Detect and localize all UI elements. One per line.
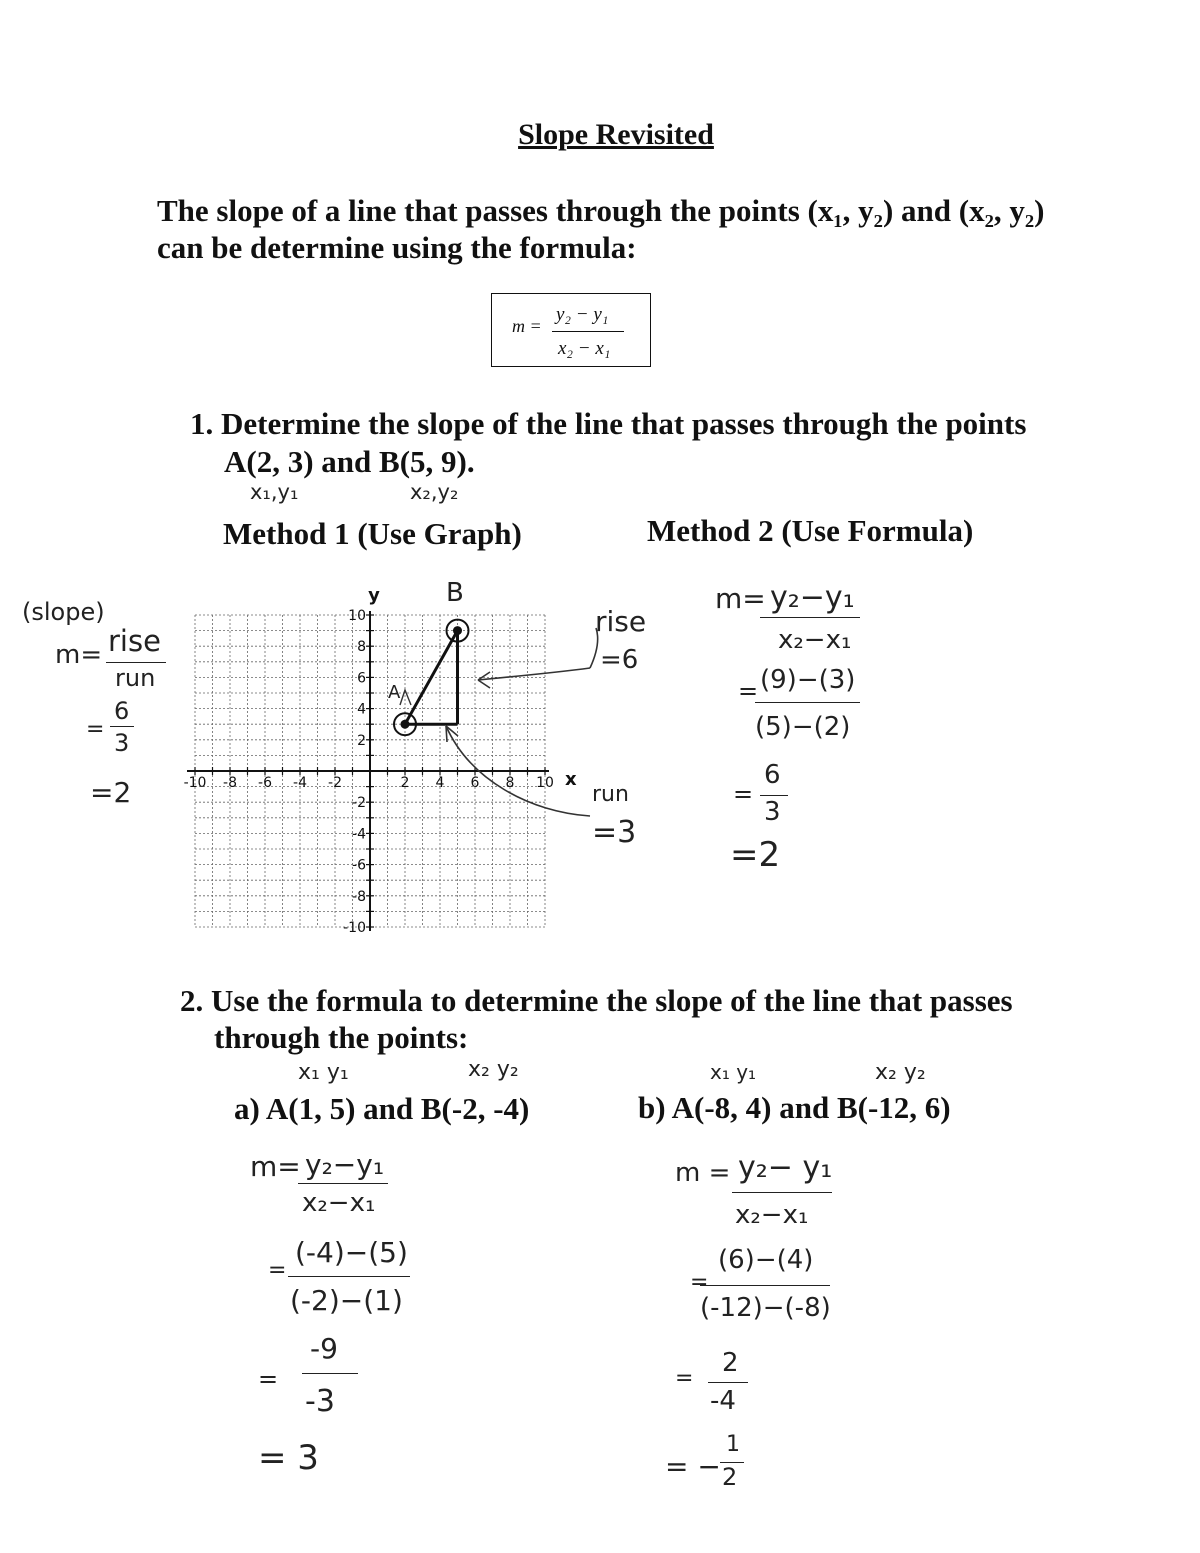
wb-m-eq: m = <box>675 1158 731 1188</box>
q2b-annot-x1y1: x₁ y₁ <box>710 1060 757 1084</box>
m2-frac-den: 3 <box>764 797 781 827</box>
y-tick-label: -8 <box>352 888 366 905</box>
wb-sub-den: (-12)−(-8) <box>700 1293 831 1323</box>
y-tick-label: 10 <box>348 608 366 624</box>
wa-sub-den: (-2)−(1) <box>290 1284 403 1317</box>
wa-frac-bar <box>302 1373 358 1374</box>
wb-sub-num: (6)−(4) <box>718 1245 814 1275</box>
m2-result: =2 <box>730 835 781 875</box>
wb-formula-bar <box>732 1192 832 1193</box>
wb-sub-bar <box>700 1285 830 1286</box>
q2b-annot-x2y2: x₂ y₂ <box>875 1060 926 1085</box>
m2-eq1: = <box>738 677 759 705</box>
y-tick-label: 6 <box>357 670 366 687</box>
intro-line-1: The slope of a line that passes through the points (x₁, y₂) and (x₂, y₂) <box>157 193 1045 228</box>
m2-den: x₂−x₁ <box>778 625 852 655</box>
x-tick-label: -2 <box>328 775 342 791</box>
wb-num: y₂− y₁ <box>738 1150 833 1185</box>
y-tick-label: -6 <box>352 857 366 874</box>
left-m-eq: m= <box>55 640 103 670</box>
m2-m-eq: m= <box>715 582 766 615</box>
wb-result-prefix: = − <box>665 1450 721 1483</box>
x-axis-label: x <box>565 769 577 790</box>
q2a-annot-x2y2: x₂ y₂ <box>468 1057 519 1082</box>
formula-fraction-bar <box>552 331 624 332</box>
left-rise: rise <box>108 624 161 658</box>
m2-sub-den: (5)−(2) <box>755 712 851 742</box>
point-b-annotation: B <box>446 578 464 608</box>
wb-result-den: 2 <box>722 1463 738 1491</box>
wa-formula-bar <box>298 1183 388 1184</box>
formula-numerator: y₂ − y₁ <box>556 304 609 325</box>
wb-eq2: = <box>675 1366 694 1391</box>
wb-eq1: = <box>690 1270 709 1295</box>
point-a-annotation: A <box>388 682 401 703</box>
q1-line-1: 1. Determine the slope of the line that passes through the points <box>190 406 1027 441</box>
m2-sub-bar <box>755 702 860 703</box>
q2a-label: a) A(1, 5) and B(-2, -4) <box>234 1091 530 1126</box>
x-tick-label: -10 <box>183 775 207 791</box>
y-axis-label: y <box>368 585 380 606</box>
point-a-mark <box>400 690 411 705</box>
m2-frac-bar <box>760 795 788 796</box>
slope-formula-box <box>491 293 651 367</box>
wa-num: y₂−y₁ <box>305 1148 385 1181</box>
left-frac-num: 6 <box>114 697 130 725</box>
wa-eq2: = <box>258 1365 279 1393</box>
wa-eq1: = <box>268 1258 287 1283</box>
q2-line-1: 2. Use the formula to determine the slope of the line that passes <box>180 983 1013 1018</box>
q1-annot-x2y2: x₂,y₂ <box>410 480 459 504</box>
y-tick-label: -4 <box>352 826 366 843</box>
m2-frac-num: 6 <box>764 760 781 790</box>
wa-m-eq: m= <box>250 1150 301 1183</box>
wb-frac-num: 2 <box>722 1348 739 1378</box>
left-frac-bar <box>110 726 134 727</box>
wa-frac-num: -9 <box>310 1332 338 1365</box>
rise-value: =6 <box>600 645 639 675</box>
left-eq1: = <box>86 717 105 742</box>
formula-denominator: x₂ − x₁ <box>558 338 611 359</box>
m2-sub-num: (9)−(3) <box>760 665 856 695</box>
wb-frac-bar <box>708 1382 748 1383</box>
m2-formula-bar <box>760 617 860 618</box>
coordinate-plane-graph <box>150 570 610 950</box>
formula-m: m = <box>512 316 542 336</box>
wa-sub-bar <box>288 1276 410 1277</box>
wa-result: = 3 <box>258 1438 319 1478</box>
x-tick-label: 8 <box>505 775 515 791</box>
run-annotation: run <box>592 782 629 807</box>
q2b-label: b) A(-8, 4) and B(-12, 6) <box>638 1090 951 1125</box>
q2a-annot-x1y1: x₁ y₁ <box>298 1060 349 1085</box>
x-tick-label: 6 <box>470 775 480 791</box>
left-result: =2 <box>90 776 132 809</box>
q2-line-2: through the points: <box>214 1020 469 1055</box>
q1-line-2: A(2, 3) and B(5, 9). <box>224 444 475 479</box>
wb-frac-den: -4 <box>710 1386 736 1416</box>
x-tick-label: -4 <box>293 775 307 791</box>
intro-line-2: can be determine using the formula: <box>157 230 637 265</box>
x-tick-label: -8 <box>223 775 237 791</box>
y-tick-label: 2 <box>357 732 366 749</box>
method1-label: Method 1 (Use Graph) <box>223 516 522 551</box>
y-tick-label: 8 <box>357 639 366 656</box>
left-frac-den: 3 <box>114 729 130 757</box>
x-tick-label: 10 <box>536 775 554 791</box>
page-title: Slope Revisited <box>518 118 714 151</box>
x-tick-label: -6 <box>258 775 272 791</box>
wb-den: x₂−x₁ <box>735 1200 809 1230</box>
m2-num: y₂−y₁ <box>770 580 855 615</box>
run-value: =3 <box>592 815 637 850</box>
wb-result-num: 1 <box>726 1432 740 1457</box>
left-run: run <box>115 664 156 692</box>
x-tick-label: 4 <box>435 775 445 791</box>
method2-label: Method 2 (Use Formula) <box>647 513 974 548</box>
wa-sub-num: (-4)−(5) <box>295 1236 408 1269</box>
point-b-dot <box>453 626 462 635</box>
m2-eq2: = <box>733 780 754 808</box>
q1-annot-x1y1: x₁,y₁ <box>250 480 299 504</box>
slope-note: (slope) <box>22 598 105 626</box>
y-tick-label: -10 <box>343 920 366 936</box>
point-a-dot <box>401 720 410 729</box>
rise-arrow <box>478 668 590 680</box>
y-tick-label: -2 <box>352 795 366 812</box>
x-tick-label: 2 <box>400 775 410 791</box>
y-tick-label: 4 <box>357 701 366 718</box>
wa-den: x₂−x₁ <box>302 1188 376 1218</box>
wa-frac-den: -3 <box>305 1384 335 1419</box>
rise-annotation: rise <box>595 605 647 638</box>
